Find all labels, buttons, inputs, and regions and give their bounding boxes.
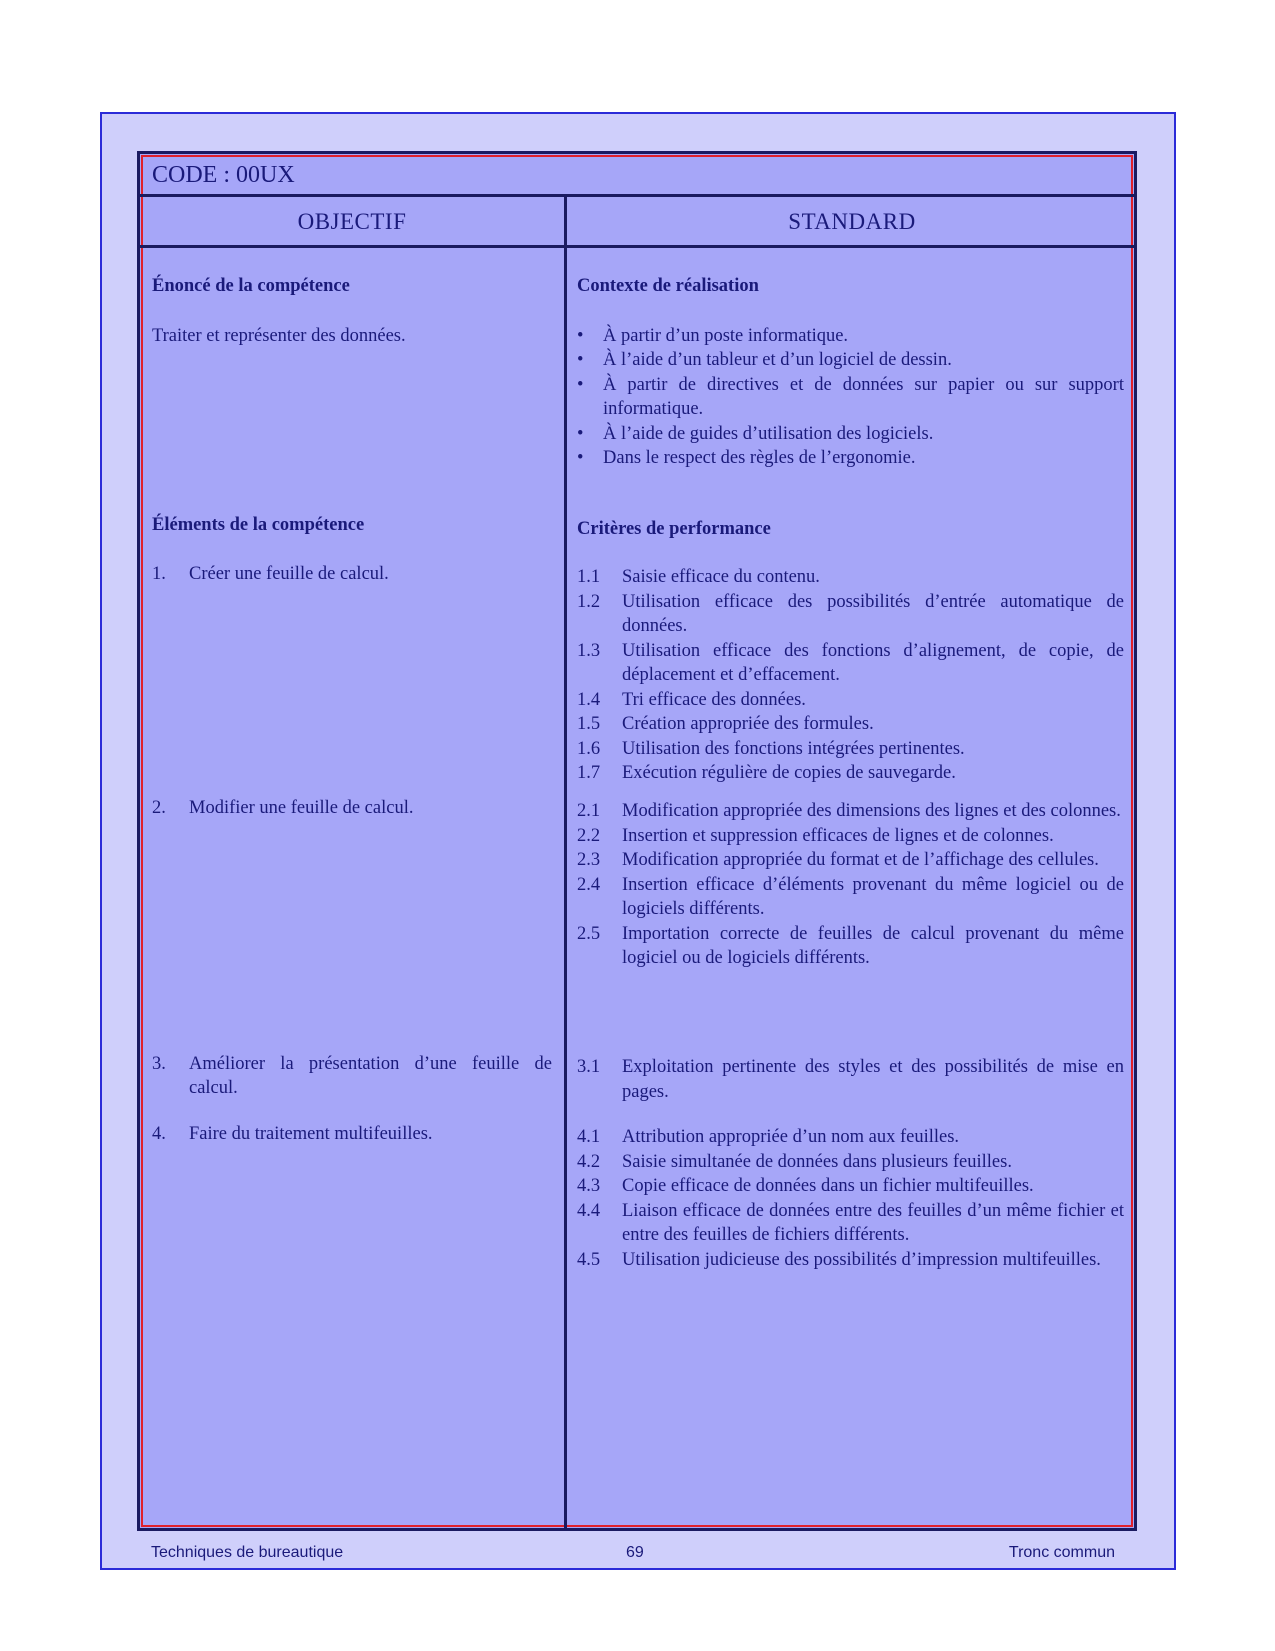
criterion-number: 2.1 — [577, 801, 601, 821]
criterion-number: 4.4 — [577, 1200, 601, 1221]
criterion-number: 1.7 — [577, 763, 601, 783]
code-label: CODE : 00UX — [152, 162, 295, 188]
criteria-group — [577, 1055, 1124, 1125]
element-text: Faire du traitement multifeuilles. — [189, 1123, 433, 1144]
criterion-number: 1.4 — [577, 689, 601, 710]
criterion-number: 4.5 — [577, 1249, 601, 1270]
element-text: Améliorer la présentation d’une feuille de calcul. — [189, 1053, 552, 1098]
criteria-group — [577, 565, 1124, 799]
criterion-text: Modification appropriée des dimensions des lignes et des colonnes. — [622, 801, 1121, 821]
criterion-number: 3.1 — [577, 1057, 601, 1077]
footer-right: Tronc commun — [1008, 1544, 1115, 1561]
contexte-list — [577, 324, 1124, 471]
criterion — [577, 590, 1124, 639]
enonce-title: Énoncé de la compétence — [152, 276, 350, 296]
list-item-text: À l’aide d’un tableur et d’un logiciel de dessin. — [603, 350, 952, 370]
elements-title: Éléments de la compétence — [152, 515, 365, 535]
criterion-number: 2.5 — [577, 923, 601, 944]
criterion-text: Exécution régulière de copies de sauvegarde. — [622, 763, 956, 783]
criterion-text: Insertion et suppression efficaces de lignes et de colonnes. — [622, 825, 1054, 846]
list-item — [577, 422, 1124, 447]
list-item — [577, 446, 1124, 471]
criterion-number: 4.3 — [577, 1176, 601, 1196]
element-item — [152, 562, 552, 796]
criterion — [577, 922, 1124, 971]
competence-table — [137, 151, 1137, 1531]
bullet-marker: • — [577, 448, 584, 468]
list-item-text: À partir d’un poste informatique. — [603, 325, 849, 346]
element-item — [152, 1052, 552, 1122]
criterion-text: Saisie efficace du contenu. — [622, 567, 820, 587]
element-number: 1. — [152, 563, 166, 584]
criteria-group — [577, 799, 1124, 1055]
criterion — [577, 565, 1124, 590]
criterion-text: Attribution appropriée d’un nom aux feuilles. — [622, 1127, 960, 1147]
criterion-text: Tri efficace des données. — [622, 689, 806, 710]
page-number: 69 — [626, 1544, 644, 1561]
criterion — [577, 848, 1124, 873]
criterion — [577, 688, 1124, 713]
bullet-marker: • — [577, 350, 584, 370]
enonce-text: Traiter et représenter des données. — [152, 325, 406, 346]
criterion-number: 2.4 — [577, 874, 601, 895]
criterion — [577, 639, 1124, 688]
criterion-text: Utilisation des fonctions intégrées pertinentes. — [622, 738, 965, 759]
criterion-number: 4.2 — [577, 1151, 601, 1172]
objectif-column — [152, 248, 552, 1528]
header-objectif: OBJECTIF — [297, 209, 407, 234]
element-text: Créer une feuille de calcul. — [189, 563, 389, 584]
header-standard: STANDARD — [788, 209, 916, 234]
bullet-marker: • — [577, 423, 584, 444]
criterion — [577, 824, 1124, 849]
criterion-text: Exploitation pertinente des styles et des possibilités de mise en pages. — [622, 1057, 1124, 1102]
criterion — [577, 1150, 1124, 1175]
criterion — [577, 1199, 1124, 1248]
code-row — [140, 154, 1134, 197]
standard-column — [577, 248, 1124, 1528]
list-item-text: À partir de directives et de données sur papier ou sur support informatique. — [603, 374, 1124, 419]
criterion — [577, 737, 1124, 762]
criterion — [577, 1248, 1124, 1273]
contexte-title: Contexte de réalisation — [577, 276, 759, 296]
column-divider — [564, 197, 567, 1528]
criterion — [577, 799, 1124, 824]
criterion-text: Copie efficace de données dans un fichier multifeuilles. — [622, 1176, 1034, 1196]
list-item-text: À l’aide de guides d’utilisation des logiciels. — [603, 423, 934, 444]
criterion-text: Utilisation judicieuse des possibilités d’impression multifeuilles. — [622, 1249, 1101, 1270]
bullet-marker: • — [577, 374, 584, 395]
criteria-title: Critères de performance — [577, 518, 771, 539]
list-item-text: Dans le respect des règles de l’ergonomie. — [603, 448, 916, 468]
criterion-text: Saisie simultanée de données dans plusieurs feuilles. — [622, 1151, 1012, 1172]
criterion-number: 1.6 — [577, 738, 601, 759]
criterion — [577, 761, 1124, 786]
criterion-number: 1.2 — [577, 591, 601, 612]
list-item — [577, 373, 1124, 422]
criterion-text: Liaison efficace de données entre des feuilles d’un même fichier et entre des feuilles de fichiers différents. — [622, 1200, 1124, 1245]
criterion-text: Utilisation efficace des possibilités d’entrée automatique de données. — [622, 591, 1124, 636]
element-item — [152, 796, 552, 1052]
element-number: 3. — [152, 1053, 166, 1074]
element-text: Modifier une feuille de calcul. — [189, 797, 414, 818]
criterion-number: 1.1 — [577, 567, 601, 587]
criterion-number: 4.1 — [577, 1127, 601, 1147]
criterion-text: Importation correcte de feuilles de calcul provenant du même logiciel ou de logiciels différents. — [622, 923, 1124, 968]
criterion — [577, 712, 1124, 737]
element-number: 4. — [152, 1123, 166, 1144]
criterion — [577, 1125, 1124, 1150]
header-row — [140, 197, 1134, 248]
criterion — [577, 1174, 1124, 1199]
criteria-group — [577, 1125, 1124, 1272]
criterion-text: Création appropriée des formules. — [622, 714, 874, 734]
criterion-text: Insertion efficace d’éléments provenant du même logiciel ou de logiciels différents. — [622, 874, 1124, 919]
criterion-number: 1.5 — [577, 714, 601, 734]
list-item — [577, 348, 1124, 373]
footer-left: Techniques de bureautique — [151, 1544, 344, 1561]
element-item — [152, 1122, 552, 1147]
element-number: 2. — [152, 797, 166, 818]
criterion — [577, 873, 1124, 922]
bullet-marker: • — [577, 325, 584, 346]
criterion-text: Utilisation efficace des fonctions d’alignement, de copie, de déplacement et d’effacement. — [622, 640, 1124, 685]
criterion-text: Modification appropriée du format et de l’affichage des cellules. — [622, 850, 1099, 870]
list-item — [577, 324, 1124, 349]
criterion-number: 1.3 — [577, 640, 601, 661]
criterion — [577, 1055, 1124, 1104]
criterion-number: 2.3 — [577, 850, 601, 870]
criterion-number: 2.2 — [577, 825, 601, 846]
